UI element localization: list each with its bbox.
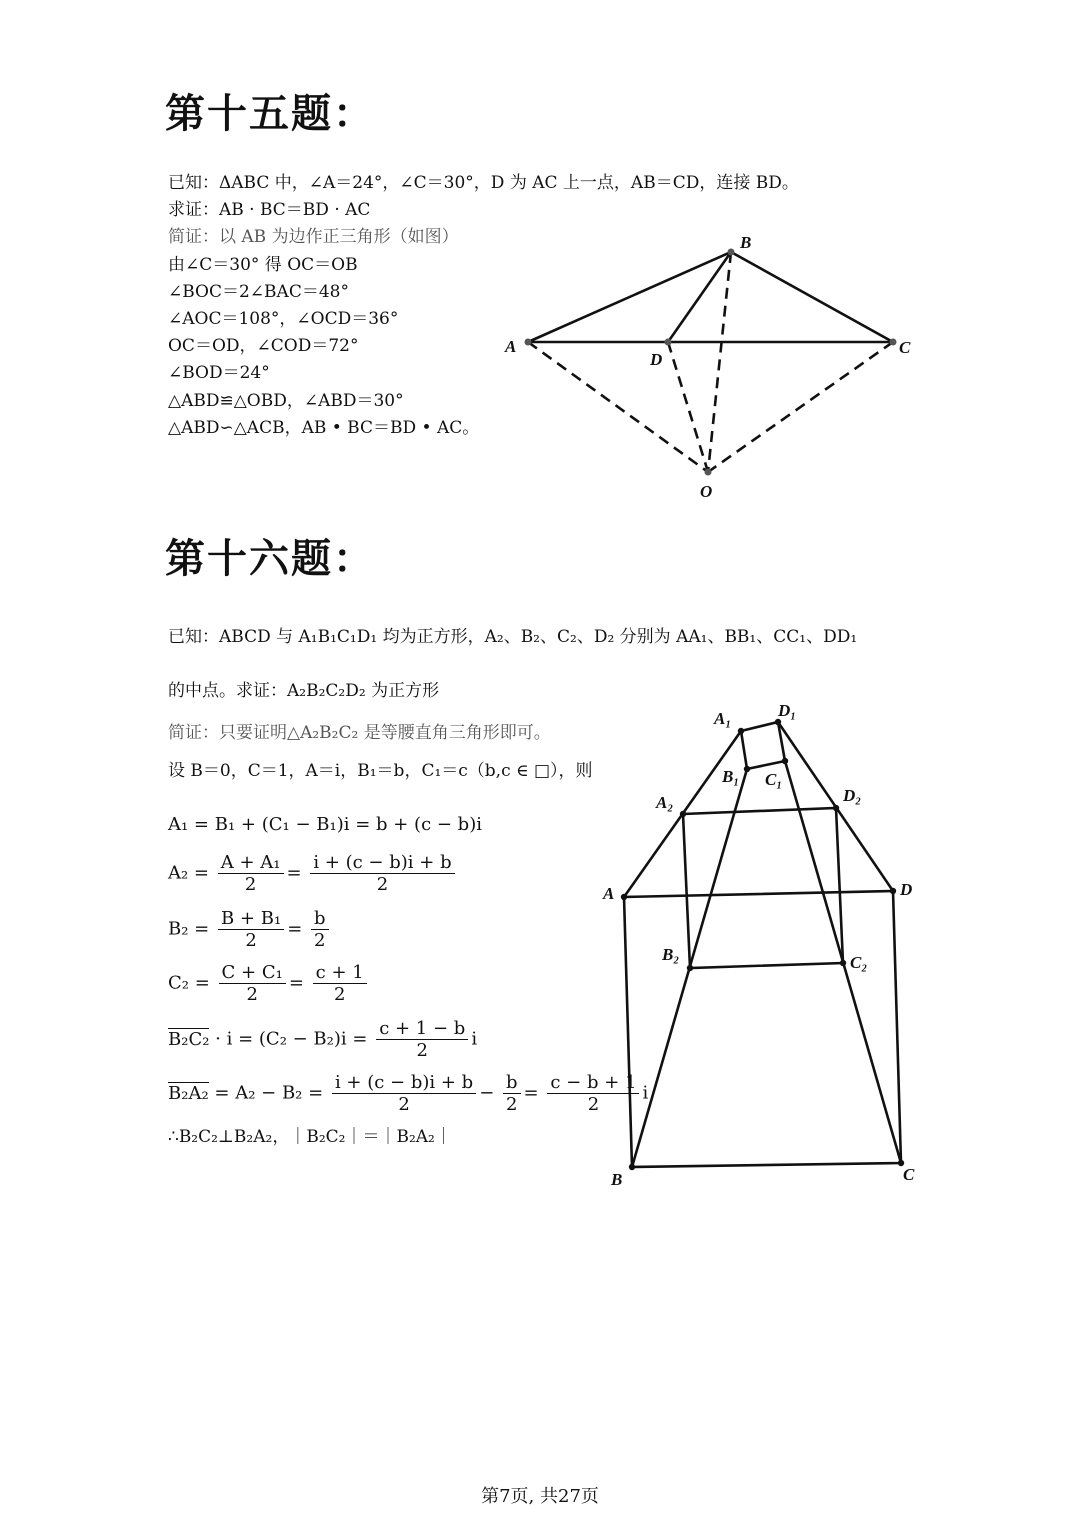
p16-label-A2: A₂ bbox=[656, 793, 674, 812]
p15-seg-BC bbox=[731, 252, 893, 342]
p15-point-O bbox=[705, 469, 712, 476]
p16-given: 已知：ABCD 与 A₁B₁C₁D₁ 均为正方形，A₂、B₂、C₂、D₂ 分别为 AA₁、BB₁、CC₁、DD₁ bbox=[168, 627, 858, 647]
p15-step-7: △ABD∽△ACB，AB • BC＝BD • AC。 bbox=[168, 418, 480, 438]
p16-label-A1: A₁ bbox=[714, 709, 732, 728]
p15-seg-DO bbox=[668, 342, 708, 472]
p15-step-4: OC＝OD，∠COD＝72° bbox=[168, 336, 359, 356]
p16-eq-B2: B₂ = $\frac{\text{B + B₁}}{2}$ = $\frac{b}{2}$ bbox=[168, 908, 332, 951]
p15-seg-BO bbox=[708, 252, 731, 472]
p16-point-A2 bbox=[680, 811, 686, 817]
p15-label-O: O bbox=[700, 482, 713, 501]
page-footer: 第7页, 共27页 bbox=[481, 1486, 599, 1507]
p15-point-A bbox=[525, 339, 532, 346]
p16-label-C: C bbox=[903, 1165, 915, 1184]
p16-square-A2B2C2D2 bbox=[683, 808, 843, 968]
p15-label-C: C bbox=[899, 338, 911, 357]
p15-point-C bbox=[890, 339, 897, 346]
p16-square-A1B1C1D1 bbox=[741, 722, 785, 769]
heading-problem-16: 第十六题： bbox=[165, 536, 375, 582]
p15-point-B bbox=[728, 249, 735, 256]
p16-eq-C2: C₂ = $\frac{\text{C + C₁}}{2}$ = $\frac{c + 1}{2}$ bbox=[168, 962, 370, 1005]
p16-eq-A1: A₁ = B₁ + (C₁ − B₁)i = b + (c − b)i bbox=[168, 814, 482, 835]
p15-label-B: B bbox=[740, 233, 752, 252]
p16-label-C2: C₂ bbox=[850, 953, 868, 972]
heading-problem-15: 第十五题： bbox=[165, 91, 375, 137]
p15-point-D bbox=[665, 339, 672, 346]
p16-label-A: A bbox=[603, 884, 615, 903]
p16-label-C1: C₁ bbox=[765, 770, 783, 789]
p16-label-D: D bbox=[900, 880, 913, 899]
p16-eq-B2C2: B₂C₂ · i = (C₂ − B₂)i = $\frac{c + 1 - b}{2}$ i bbox=[168, 1018, 478, 1061]
p16-label-D1: D₁ bbox=[778, 701, 797, 720]
p15-seg-CO bbox=[708, 342, 893, 472]
p16-point-A1 bbox=[738, 728, 744, 734]
p16-point-B bbox=[629, 1164, 635, 1170]
p16-label-D2: D₂ bbox=[843, 786, 862, 805]
p16-label-B: B bbox=[611, 1170, 623, 1189]
p16-square-ABCD bbox=[624, 891, 901, 1167]
p16-figure bbox=[595, 700, 930, 1195]
p15-step-3: ∠AOC＝108°，∠OCD＝36° bbox=[168, 309, 399, 329]
p15-step-1: 由∠C＝30° 得 OC＝OB bbox=[168, 255, 358, 275]
p16-point-D2 bbox=[833, 805, 839, 811]
p16-point-D bbox=[890, 888, 896, 894]
p16-point-C2 bbox=[840, 960, 846, 966]
p15-given: 已知：ΔABC 中，∠A＝24°，∠C＝30°，D 为 AC 上一点，AB＝CD，连接 BD。 bbox=[168, 173, 799, 193]
p16-point-B2 bbox=[687, 965, 693, 971]
p16-point-C1 bbox=[782, 758, 788, 764]
p15-step-6: △ABD≌△OBD，∠ABD＝30° bbox=[168, 391, 404, 411]
p15-seg-AO bbox=[528, 342, 708, 472]
p16-eq-A2: A₂ = $\frac{\text{A + A₁}}{2}$ = $\frac{i + (c - b)i + b}{2}$ bbox=[168, 852, 458, 895]
p15-label-A: A bbox=[505, 337, 517, 356]
p15-label-D: D bbox=[650, 350, 663, 369]
p16-eq-B2A2: B₂A₂ = A₂ − B₂ = $\frac{i + (c - b)i + b}{2}$ − $\frac{b}{2}$ = $\frac{c - b + 1}{2}$ i bbox=[168, 1072, 649, 1115]
p15-proof-intro: 简证：以 AB 为边作正三角形（如图） bbox=[168, 227, 459, 247]
p16-point-A bbox=[621, 894, 627, 900]
p16-label-B2: B₂ bbox=[662, 945, 680, 964]
p16-proof-intro: 简证：只要证明△A₂B₂C₂ 是等腰直角三角形即可。 bbox=[168, 723, 551, 743]
p15-step-5: ∠BOD＝24° bbox=[168, 363, 270, 383]
p15-step-2: ∠BOC＝2∠BAC＝48° bbox=[168, 282, 349, 302]
p16-label-B1: B₁ bbox=[722, 767, 740, 786]
p16-point-B1 bbox=[744, 766, 750, 772]
p16-given-2: 的中点。求证：A₂B₂C₂D₂ 为正方形 bbox=[168, 681, 440, 701]
p16-conclusion: ∴B₂C₂⊥B₂A₂，｜B₂C₂｜＝｜B₂A₂｜ bbox=[168, 1127, 452, 1147]
p15-prove: 求证：AB · BC＝BD · AC bbox=[168, 200, 371, 220]
p15-figure bbox=[490, 225, 930, 510]
p16-setup: 设 B＝0，C＝1，A＝i，B₁＝b，C₁＝c（b,c ∈ □），则 bbox=[168, 761, 593, 781]
